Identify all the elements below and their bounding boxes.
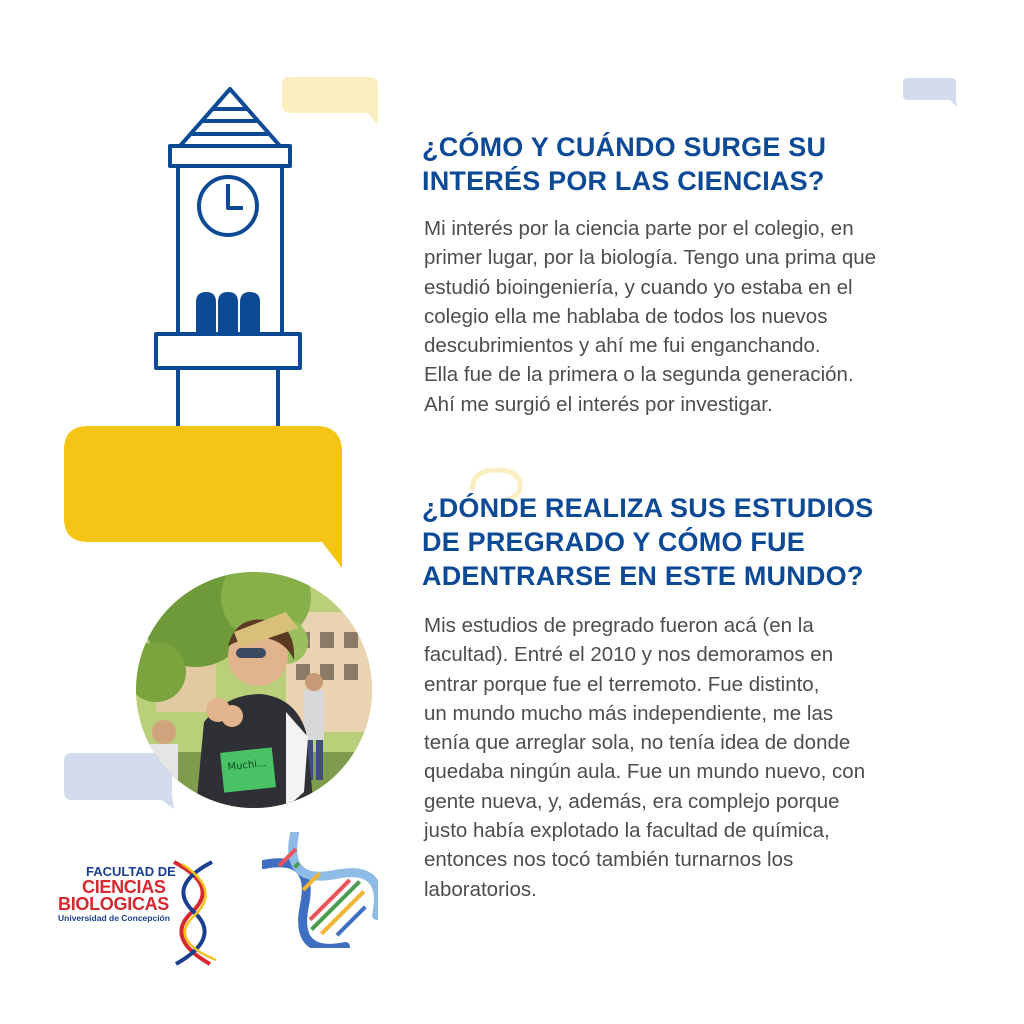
body-line: entonces nos tocó también turnarnos los	[424, 848, 794, 872]
body-line: Mi interés por la ciencia parte por el colegio, en	[424, 217, 854, 240]
body-line: Ahí me surgió el interés por investigar.	[424, 392, 773, 416]
body-line: primer lugar, por la biología. Tengo una prima que	[424, 246, 877, 270]
dna-icon	[262, 832, 378, 948]
logo-line-ciencias: CIENCIAS	[82, 877, 166, 897]
body-line: laboratorios.	[424, 877, 537, 901]
heading-line: ¿DÓNDE REALIZA SUS ESTUDIOS	[422, 493, 874, 523]
section2-heading	[422, 491, 873, 593]
body-line: Mis estudios de pregrado fueron acá (en la	[424, 614, 814, 637]
body-line: tenía que arreglar sola, no tenía idea de donde	[424, 731, 851, 755]
body-line: gente nueva, y, además, era complejo porque	[424, 789, 840, 813]
heading-line: ¿CÓMO Y CUÁNDO SURGE SU	[422, 132, 827, 162]
body-line: facultad). Entré el 2010 y nos demoramos en	[424, 643, 834, 667]
light-blue-bubble-top	[903, 78, 959, 108]
body-line: Ella fue de la primera o la segunda generación.	[424, 363, 854, 387]
heading-line: INTERÉS POR LAS CIENCIAS?	[422, 166, 825, 196]
logo-line-biologicas: BIOLOGICAS	[58, 894, 170, 914]
faculty-logo	[56, 865, 226, 924]
body-line: descubrimientos y ahí me fui enganchando.	[424, 334, 821, 358]
light-blue-bubble-bottom	[64, 753, 176, 811]
sign-text: Muchi...	[227, 758, 268, 774]
section2-body	[424, 611, 865, 904]
section1-heading	[422, 130, 826, 198]
logo-line-university: Universidad de Concepción	[58, 913, 170, 923]
heading-line: ADENTRARSE EN ESTE MUNDO?	[422, 561, 864, 591]
logo-line-faculty: FACULTAD DE	[86, 864, 176, 879]
student-photo	[136, 572, 372, 808]
section1-body	[424, 214, 876, 419]
yellow-speech-bubble	[64, 426, 346, 572]
body-line: estudió bioingeniería, y cuando yo estaba en el	[424, 275, 853, 299]
clock-tower-icon	[150, 84, 306, 434]
body-line: quedaba ningún aula. Fue un mundo nuevo, con	[424, 760, 866, 784]
body-line: entrar porque fue el terremoto. Fue distinto,	[424, 672, 820, 696]
body-line: justo había explotado la facultad de química,	[424, 819, 830, 843]
body-line: un mundo mucho más independiente, me las	[424, 701, 834, 725]
heading-line: DE PREGRADO Y CÓMO FUE	[422, 527, 805, 557]
body-line: colegio ella me hablaba de todos los nuevos	[424, 304, 828, 328]
